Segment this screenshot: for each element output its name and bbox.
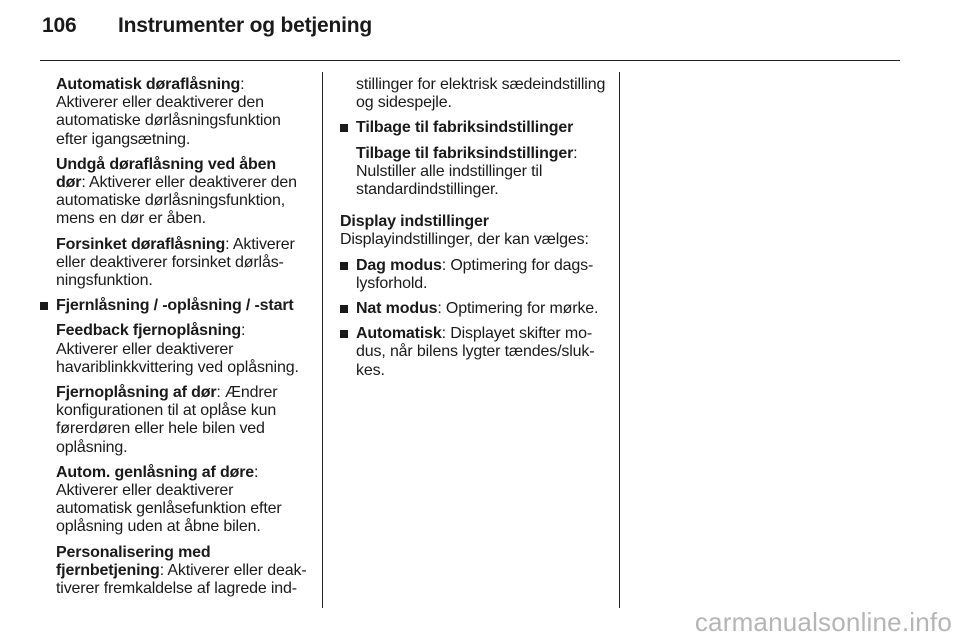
description: : Aktiverer eller deaktiverer automatisk genlåsefunktion efter oplåsning uden at åbne bilen. (56, 463, 282, 536)
header-rule (40, 60, 900, 61)
description: : Aktiverer eller deaktiverer den automatiske dørlåsningsfunktion efter igangsætning. (56, 76, 281, 148)
paragraph-personalization-remote (40, 544, 308, 599)
description: : Displayet skifter modus, når bilens lygter tændes/slukkes. (356, 325, 595, 379)
description: : Optimering for dagslysforhold. (356, 256, 594, 292)
description: : Ændrer konfigurationen til at oplåse kun førerdøren eller hele bilen ved oplåsning. (56, 384, 278, 456)
term: Personalisering med fjernbetjening (56, 543, 211, 579)
paragraph-avoid-unlock-open-door (40, 156, 308, 229)
section-intro: Displayindstillinger, der kan vælges: (340, 231, 589, 249)
paragraph-factory-reset (340, 145, 606, 200)
bullet-automatic (340, 325, 606, 380)
paragraph-delayed-unlock (40, 236, 308, 291)
bullet-factory-reset (340, 119, 606, 137)
bullet-remote-lock (40, 297, 308, 315)
term: Undgå døraflåsning ved åben dør (56, 155, 276, 192)
column-divider (322, 72, 323, 608)
bullet-square-icon (340, 262, 348, 270)
term: Autom. genlåsning af døre (56, 463, 255, 481)
bullet-square-icon (340, 124, 348, 132)
bullet-day-mode (340, 257, 606, 293)
description: : Aktiverer eller deaktiverer den automatiske dørlåsningsfunktion, mens en dør er åben. (56, 174, 297, 228)
paragraph-auto-relock (40, 464, 308, 537)
paragraph-continued (340, 76, 606, 112)
section-display-settings (340, 213, 606, 249)
description: : Aktiverer eller deaktiverer fremkaldelse af lagrede ind- (56, 561, 307, 598)
term: Automatisk (356, 325, 442, 343)
left-column (40, 76, 308, 605)
paragraph-remote-door-unlock (40, 384, 308, 457)
page-title: Instrumenter og betjening (118, 14, 373, 37)
bullet-label: Tilbage til fabriksindstillinger (356, 119, 574, 137)
term: Fjernoplåsning af dør (56, 384, 217, 402)
term: Tilbage til fabriksindstillinger (356, 144, 574, 162)
description: : Aktiverer eller deaktiverer forsinket dørlåsningsfunktion. (56, 235, 295, 290)
description: : Optimering for mørke. (437, 300, 599, 318)
term: Feedback fjernoplåsning (56, 322, 242, 340)
page-number: 106 (42, 14, 77, 37)
description: : Nulstiller alle indstillinger til standardindstillinger. (356, 144, 578, 199)
section-heading: Display indstillinger (340, 213, 489, 231)
paragraph-feedback-remote-unlock (40, 322, 308, 377)
term: Forsinket døraflåsning (56, 235, 226, 253)
watermark: carmanualsonline.info (694, 607, 952, 637)
bullet-night-mode (340, 300, 606, 318)
column-divider-right (619, 72, 620, 608)
bullet-square-icon (340, 330, 348, 338)
bullet-square-icon (340, 305, 348, 313)
term: Dag modus (356, 256, 442, 274)
right-column (340, 76, 606, 387)
term: Nat modus (356, 300, 438, 318)
description: stillinger for elektrisk sædeindstilling og sidespejle. (356, 76, 606, 112)
term: Automatisk døraflåsning (56, 76, 241, 93)
paragraph-auto-unlock (40, 76, 308, 149)
page-header (42, 14, 372, 50)
bullet-square-icon (40, 302, 48, 310)
description: : Aktiverer eller deaktiverer havariblinkkvittering ved oplåsning. (56, 322, 299, 376)
bullet-label: Fjernlåsning / -oplåsning / -start (56, 297, 294, 315)
